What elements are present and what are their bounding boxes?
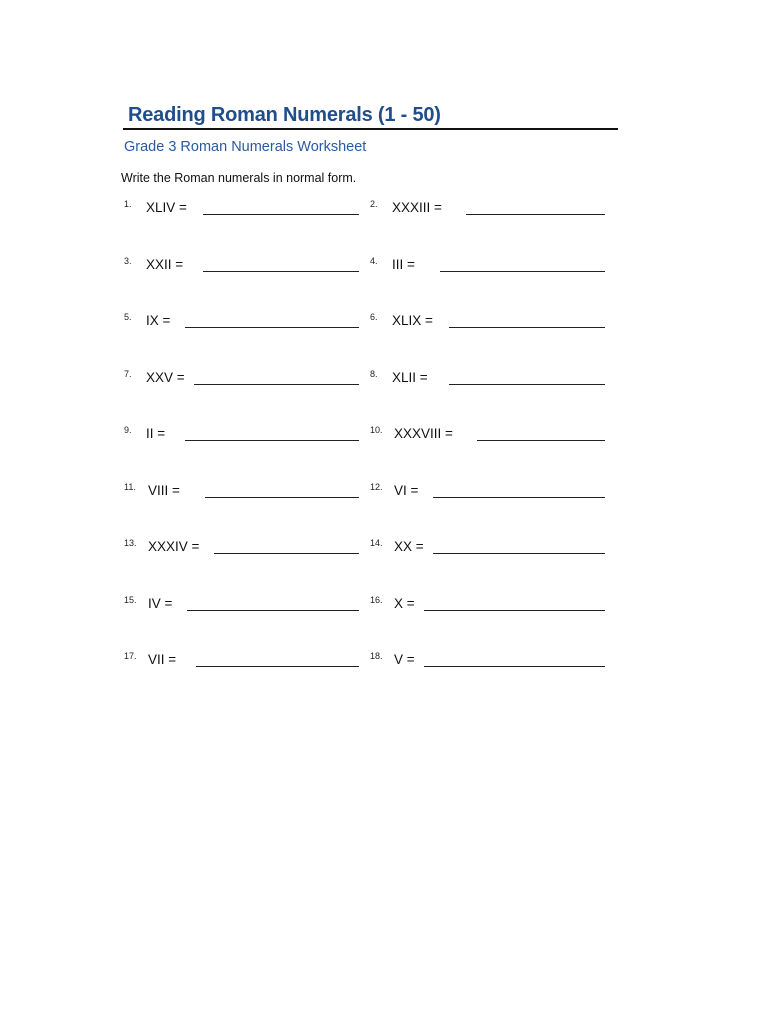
roman-numeral-expression: XXXVIII =	[394, 426, 453, 441]
problem-item	[124, 256, 359, 276]
problem-number: 11.	[124, 481, 136, 492]
roman-numeral-expression: XX =	[394, 539, 424, 554]
answer-blank[interactable]	[194, 384, 359, 385]
problem-item	[124, 369, 359, 389]
problem-item	[124, 651, 359, 671]
problem-number: 17.	[124, 651, 137, 661]
problem-item	[124, 595, 359, 615]
roman-numeral-expression: XLII =	[392, 369, 428, 385]
roman-numeral-expression: XLIX =	[392, 313, 433, 328]
problem-number: 4.	[370, 255, 378, 266]
problem-number: 2.	[370, 199, 378, 209]
roman-numeral-expression: IV =	[148, 595, 173, 611]
answer-blank[interactable]	[424, 610, 605, 611]
problem-item	[124, 312, 359, 332]
page-title: Reading Roman Numerals (1 - 50)	[128, 104, 441, 126]
problem-item	[370, 651, 605, 671]
problem-item	[370, 482, 605, 502]
answer-blank[interactable]	[449, 327, 605, 328]
answer-blank[interactable]	[187, 610, 359, 611]
problem-item	[124, 538, 359, 558]
answer-blank[interactable]	[185, 327, 359, 328]
roman-numeral-expression: VI =	[394, 482, 419, 498]
problem-number: 13.	[124, 538, 137, 548]
roman-numeral-expression: VII =	[148, 652, 177, 667]
problem-number: 1.	[124, 199, 132, 209]
answer-blank[interactable]	[433, 497, 605, 498]
instructions-text: Write the Roman numerals in normal form.	[121, 171, 357, 185]
problem-number: 12.	[370, 481, 383, 492]
problem-number: 18.	[370, 651, 383, 661]
answer-blank[interactable]	[185, 440, 359, 441]
roman-numeral-expression: XXXIII =	[392, 200, 442, 215]
problem-item	[370, 595, 605, 615]
problem-item	[124, 199, 359, 219]
answer-blank[interactable]	[196, 666, 359, 667]
problem-number: 8.	[370, 368, 378, 379]
answer-blank[interactable]	[205, 497, 359, 498]
roman-numeral-expression: VIII =	[148, 482, 180, 498]
problem-item	[370, 369, 605, 389]
roman-numeral-expression: II =	[146, 426, 166, 441]
problem-item	[124, 425, 359, 445]
answer-blank[interactable]	[477, 440, 605, 441]
roman-numeral-expression: X =	[394, 595, 415, 611]
problem-item	[370, 312, 605, 332]
problem-number: 6.	[370, 312, 378, 322]
problem-number: 15.	[124, 594, 137, 605]
answer-blank[interactable]	[433, 553, 605, 554]
roman-numeral-expression: XXV =	[146, 369, 185, 385]
problem-number: 5.	[124, 312, 132, 322]
problem-item	[370, 199, 605, 219]
answer-blank[interactable]	[466, 214, 605, 215]
page-subtitle: Grade 3 Roman Numerals Worksheet	[124, 139, 367, 155]
answer-blank[interactable]	[203, 271, 359, 272]
problem-number: 3.	[124, 255, 132, 266]
problem-number: 10.	[370, 425, 383, 435]
problem-number: 9.	[124, 425, 132, 435]
roman-numeral-expression: V =	[394, 652, 415, 667]
answer-blank[interactable]	[203, 214, 359, 215]
problem-item	[370, 538, 605, 558]
problem-item	[370, 256, 605, 276]
roman-numeral-expression: XLIV =	[146, 200, 187, 215]
roman-numeral-expression: XXII =	[146, 256, 184, 272]
answer-blank[interactable]	[449, 384, 605, 385]
roman-numeral-expression: XXXIV =	[148, 539, 200, 554]
answer-blank[interactable]	[214, 553, 359, 554]
answer-blank[interactable]	[424, 666, 605, 667]
problem-item	[124, 482, 359, 502]
problem-number: 16.	[370, 594, 383, 605]
answer-blank[interactable]	[440, 271, 605, 272]
problem-number: 7.	[124, 368, 132, 379]
problem-item	[370, 425, 605, 445]
problem-number: 14.	[370, 538, 383, 548]
title-underline	[123, 128, 618, 130]
roman-numeral-expression: IX =	[146, 313, 171, 328]
roman-numeral-expression: III =	[392, 256, 415, 272]
